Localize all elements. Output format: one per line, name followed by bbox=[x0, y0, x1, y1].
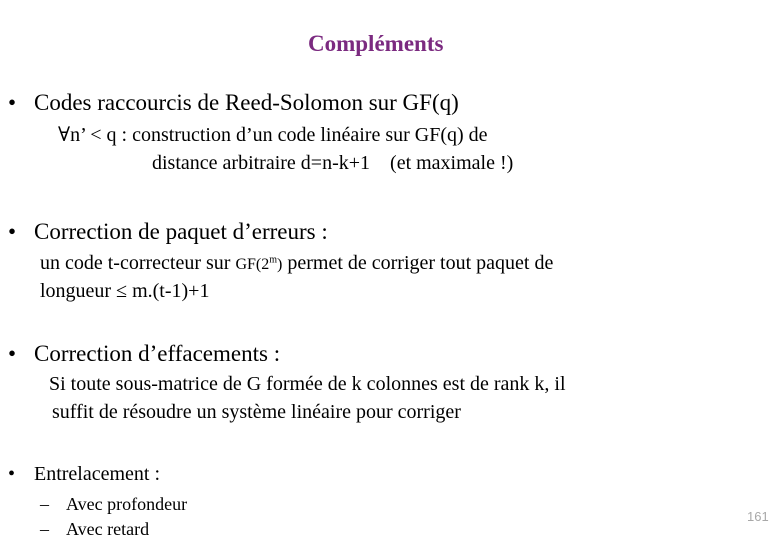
bullet-marker: • bbox=[8, 341, 17, 366]
dash-marker: – bbox=[40, 519, 49, 539]
interleaving-item-label: Avec profondeur bbox=[66, 494, 188, 514]
bullet-marker: • bbox=[8, 219, 17, 244]
burst-line-2: longueur ≤ m.(t-1)+1 bbox=[40, 280, 210, 302]
gf-close: ) bbox=[277, 256, 283, 273]
bullet-burst-correction bbox=[8, 219, 608, 247]
interleaving-item-delay bbox=[40, 519, 340, 539]
erasure-line-2: suffit de résoudre un système linéaire pour corriger bbox=[52, 401, 461, 423]
burst-line-1 bbox=[40, 252, 553, 275]
burst-line-1-end: permet de corriger tout paquet de bbox=[282, 252, 554, 274]
interleaving-item-depth bbox=[40, 494, 340, 516]
gf-2m-label bbox=[235, 256, 282, 273]
gf-base: GF(2 bbox=[235, 256, 270, 273]
dash-marker: – bbox=[40, 494, 49, 514]
heading-erasure-correction: Correction d’effacements : bbox=[34, 341, 281, 366]
heading-burst-correction: Correction de paquet d’erreurs : bbox=[34, 219, 328, 244]
erasure-line-1: Si toute sous-matrice de G formée de k colonnes est de rank k, il bbox=[49, 373, 566, 395]
page-number: 161 bbox=[747, 509, 769, 524]
heading-interleaving: Entrelacement : bbox=[34, 463, 161, 485]
bullet-marker: • bbox=[8, 90, 17, 115]
reed-solomon-line-1: ∀n’ < q : construction d’un code linéaire sur GF(q) de bbox=[58, 124, 488, 146]
bullet-erasure-correction bbox=[8, 341, 608, 369]
slide-title: Compléments bbox=[308, 31, 444, 56]
gf-exponent: m bbox=[269, 254, 278, 266]
burst-line-1-start: un code t-correcteur sur bbox=[40, 252, 236, 274]
interleaving-item-label: Avec retard bbox=[66, 519, 150, 539]
bullet-marker: • bbox=[8, 463, 16, 485]
bullet-reed-solomon bbox=[8, 90, 608, 118]
reed-solomon-line-2: distance arbitraire d=n-k+1 (et maximale !) bbox=[152, 152, 514, 174]
bullet-interleaving bbox=[8, 463, 408, 489]
heading-reed-solomon: Codes raccourcis de Reed-Solomon sur GF(q) bbox=[34, 90, 459, 115]
